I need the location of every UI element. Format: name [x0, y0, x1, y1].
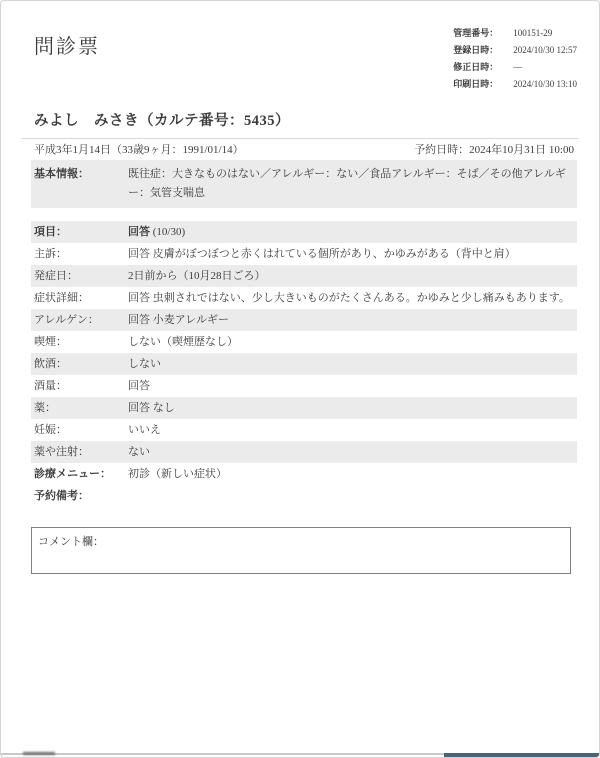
qa-row-label: 薬や注射：	[34, 446, 89, 458]
qa-row-value: 回答 虫刺されではない、少し大きいものがたくさんある。かゆみと少し痛みもあります。	[128, 292, 570, 304]
qa-row-value: 回答 なし	[128, 402, 175, 414]
qa-row-value: ない	[128, 446, 150, 458]
bottom-cutoff-strip	[1, 751, 599, 757]
meta-value: 2024/10/30 12:57	[513, 45, 577, 55]
meta-row	[453, 45, 577, 55]
qa-row	[31, 375, 577, 397]
cutoff-blue-bar	[444, 753, 599, 757]
qa-row-label: 主訴：	[34, 248, 67, 260]
qa-row-label: 酒量：	[34, 380, 67, 392]
meta-label: 登録日時：	[453, 45, 499, 55]
qa-row	[31, 485, 577, 507]
qa-row	[31, 221, 577, 243]
qa-row-label: 喫煙：	[34, 336, 67, 348]
meta-label: 修正日時：	[453, 62, 499, 72]
patient-date-row	[31, 142, 577, 158]
qa-row	[31, 243, 577, 265]
document-header	[1, 1, 599, 96]
qa-row	[31, 441, 577, 463]
qa-row-value: 回答 小麦アレルギー	[128, 314, 230, 326]
qa-row-label: 飲酒：	[34, 358, 67, 370]
basic-info-value: 既往症：大きなものはない／アレルギー：ない／食品アレルギー：そば／その他アレルギー：気管支喘息	[128, 168, 566, 199]
qa-row-value: しない	[128, 358, 161, 370]
qa-row-label: 項目：	[34, 226, 67, 238]
qa-row-value: 回答 (10/30)	[128, 226, 186, 238]
meta-row	[453, 62, 577, 72]
qa-row	[31, 331, 577, 353]
qa-table	[31, 221, 577, 507]
meta-label: 印刷日時：	[453, 79, 499, 89]
meta-value: —	[513, 62, 523, 72]
page-title: 問診票	[34, 36, 100, 58]
qa-row-value: しない（喫煙歴なし）	[128, 336, 238, 348]
qa-row-label: 症状詳細：	[34, 292, 89, 304]
patient-birthdate: 平成3年1月14日（33歳9ヶ月：1991/01/14）	[34, 144, 244, 156]
qa-row-label: 予約備考：	[34, 490, 89, 502]
meta-row	[453, 79, 577, 89]
qa-row-label: アレルゲン：	[34, 314, 99, 326]
basic-info-label: 基本情報：	[34, 168, 89, 180]
patient-name: みよし みさき（カルテ番号：5435）	[34, 113, 290, 129]
meta-value: 100151-29	[513, 28, 553, 38]
qa-row-label: 診療メニュー：	[34, 468, 111, 480]
qa-row	[31, 309, 577, 331]
divider-rule	[21, 138, 579, 139]
qa-row-label: 発症日：	[34, 270, 78, 282]
basic-info-row	[31, 160, 577, 208]
qa-row-value: 回答	[128, 380, 150, 392]
qa-row	[31, 353, 577, 375]
qa-row	[31, 265, 577, 287]
qa-row	[31, 287, 577, 309]
comment-box-label: コメント欄：	[38, 536, 104, 548]
qa-row-value: いいえ	[128, 424, 161, 436]
cutoff-text-fragment	[23, 752, 55, 755]
qa-row-value: 回答 皮膚がぼつぼつと赤くはれている個所があり、かゆみがある（背中と肩）	[128, 248, 516, 260]
qa-row	[31, 463, 577, 485]
meta-value: 2024/10/30 13:10	[513, 79, 577, 89]
qa-row	[31, 419, 577, 441]
reservation-datetime: 予約日時：2024年10月31日 10:00	[414, 144, 574, 156]
qa-row-value: 2日前から（10月28日ごろ）	[128, 270, 266, 282]
qa-row	[31, 397, 577, 419]
meta-row	[453, 28, 577, 38]
document-meta	[453, 28, 577, 96]
qa-row-label: 妊娠：	[34, 424, 67, 436]
qa-row-value	[128, 487, 574, 505]
comment-box	[31, 527, 571, 574]
qa-row-value: 初診（新しい症状）	[128, 468, 227, 480]
qa-row-label: 薬：	[34, 402, 56, 414]
meta-label: 管理番号：	[453, 28, 499, 38]
